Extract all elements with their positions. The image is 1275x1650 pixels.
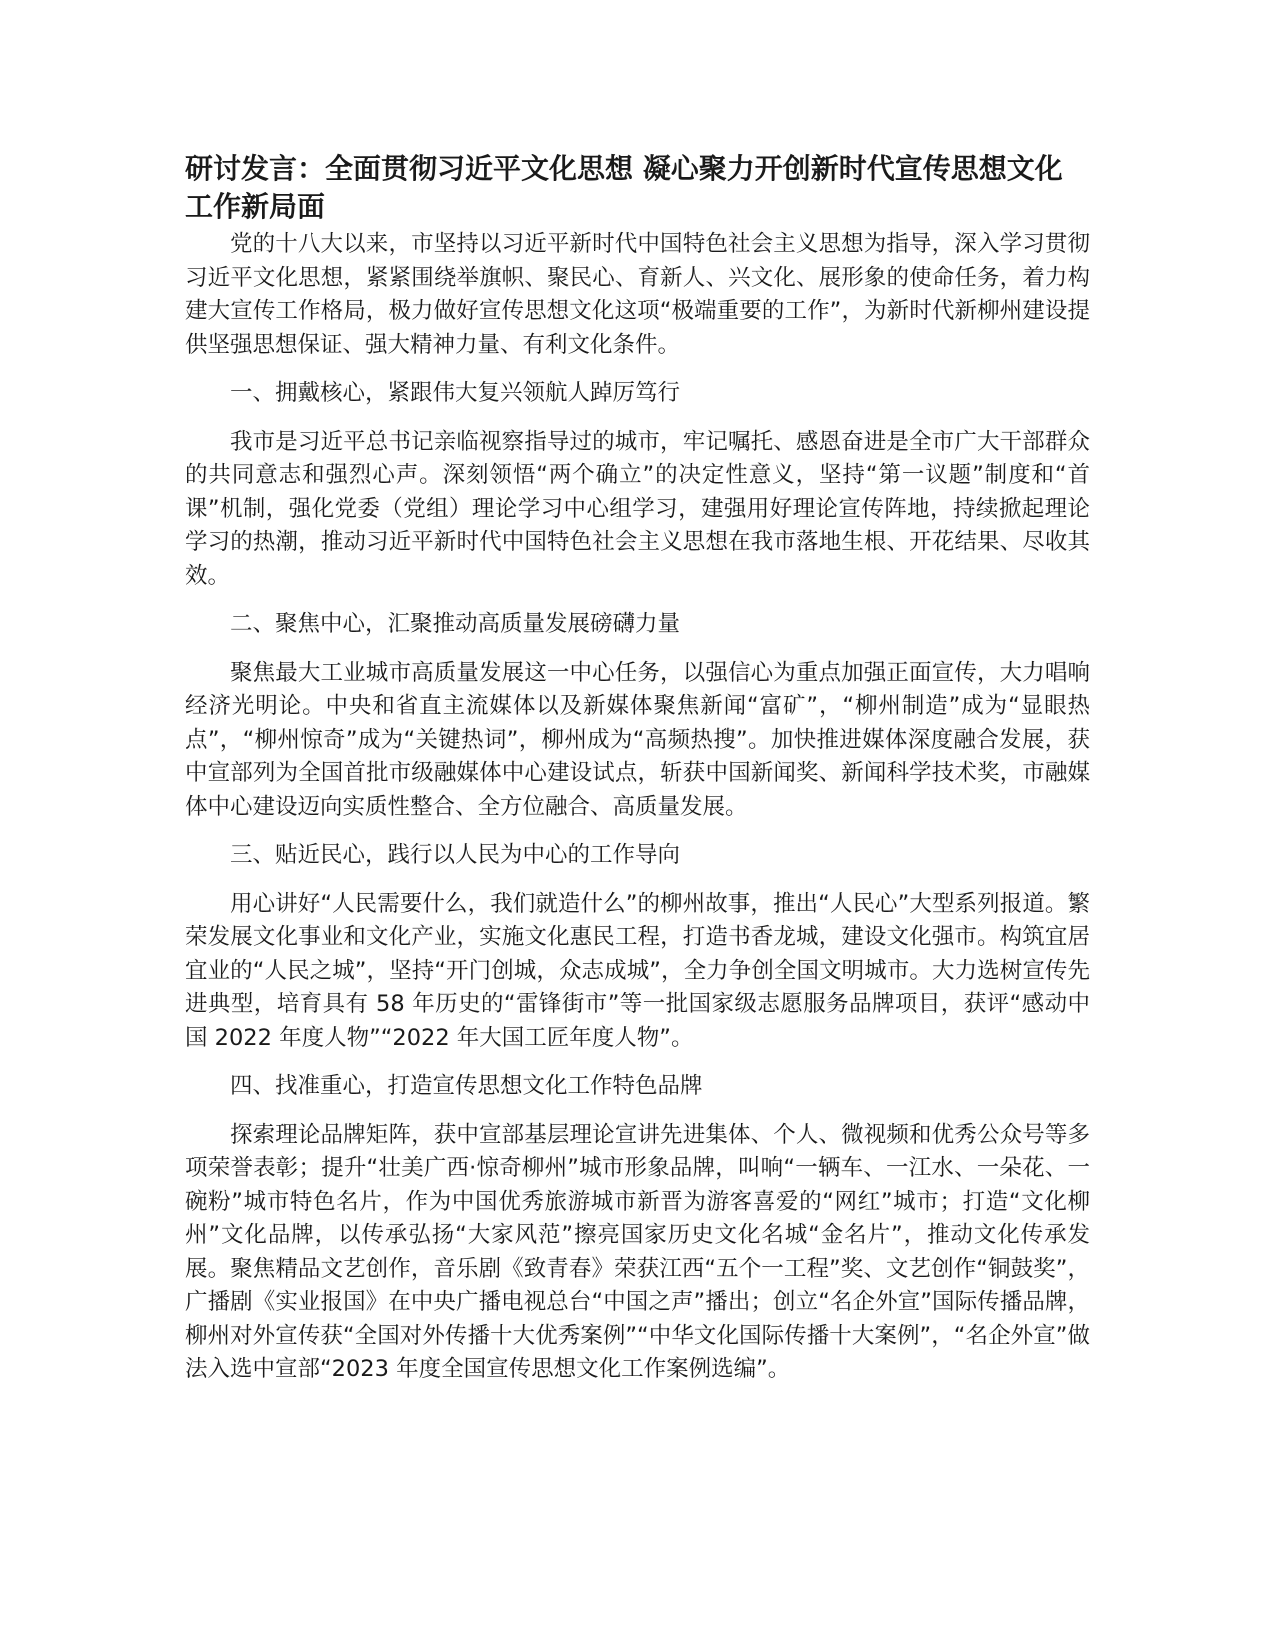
section-1-heading: 一、拥戴核心，紧跟伟大复兴领航人踔厉笃行 xyxy=(230,380,681,406)
document-title: 研讨发言：全面贯彻习近平文化思想 凝心聚力开创新时代宣传思想文化工作新局面 xyxy=(185,152,1063,223)
intro-paragraph: 党的十八大以来，市坚持以习近平新时代中国特色社会主义思想为指导，深入学习贯彻习近平文化思想，紧紧围绕举旗帜、聚民心、育新人、兴文化、展形象的使命任务，着力构建大宣传工作格局，极力做好宣传思想文化这项“极端重要的工作”，为新时代新柳州建设提供坚强思想保证、强大精神力量、有利文化条件。 xyxy=(185,231,1090,358)
paragraph-gap xyxy=(185,1055,1090,1070)
section-1-body: 我市是习近平总书记亲临视察指导过的城市，牢记嘱托、感恩奋进是全市广大干部群众的共同意志和强烈心声。深刻领悟“两个确立”的决定性意义，坚持“第一议题”制度和“首课”机制，强化党委（党组）理论学习中心组学习，建强用好理论宣传阵地，持续掀起理论学习的热潮，推动习近平新时代中国特色社会主义思想在我市落地生根、开花结果、尽收其效。 xyxy=(185,428,1090,589)
document-page xyxy=(185,150,1090,1387)
section-4-body: 探索理论品牌矩阵，获中宣部基层理论宣讲先进集体、个人、微视频和优秀公众号等多项荣誉表彰；提升“壮美广西·惊奇柳州”城市形象品牌，叫响“一辆车、一江水、一朵花、一碗粉”城市特色名片，作为中国优秀旅游城市新晋为游客喜爱的“网红”城市；打造“文化柳州”文化品牌，以传承弘扬“大家风范”擦亮国家历史文化名城“金名片”，推动文化传承发展。聚焦精品文艺创作，音乐剧《致青春》荣获江西“五个一工程”奖、文艺创作“铜鼓奖”，广播剧《实业报国》在中央广播电视总台“中国之声”播出；创立“名企外宣”国际传播品牌，柳州对外宣传获“全国对外传播十大优秀案例”“中华文化国际传播十大案例”，“名企外宣”做法入选中宣部“2023 年度全国宣传思想文化工作案例选编”。 xyxy=(185,1121,1090,1382)
section-2-heading: 二、聚焦中心，汇聚推动高质量发展磅礴力量 xyxy=(230,611,681,637)
paragraph-gap xyxy=(185,411,1090,426)
paragraph-gap xyxy=(185,1104,1090,1119)
paragraph-gap xyxy=(185,593,1090,608)
section-4-heading: 四、找准重心，打造宣传思想文化工作特色品牌 xyxy=(230,1073,703,1099)
paragraph-gap xyxy=(185,824,1090,839)
paragraph-gap xyxy=(185,362,1090,377)
paragraph-gap xyxy=(185,873,1090,888)
section-3-body: 用心讲好“人民需要什么，我们就造什么”的柳州故事，推出“人民心”大型系列报道。繁荣发展文化事业和文化产业，实施文化惠民工程，打造书香龙城，建设文化强市。构筑宜居宜业的“人民之城”，坚持“开门创城，众志成城”，全力争创全国文明城市。大力选树宣传先进典型，培育具有 58 年历史的“雷锋街市”等一批国家级志愿服务品牌项目，获评“感动中国 2022 年度人物”“2022 年大国工匠年度人物”。 xyxy=(185,890,1090,1051)
paragraph-gap xyxy=(185,642,1090,657)
section-2-body: 聚焦最大工业城市高质量发展这一中心任务，以强信心为重点加强正面宣传，大力唱响经济光明论。中央和省直主流媒体以及新媒体聚焦新闻“富矿”，“柳州制造”成为“显眼热点”，“柳州惊奇”成为“关键热词”，柳州成为“高频热搜”。加快推进媒体深度融合发展，获中宣部列为全国首批市级融媒体中心建设试点，斩获中国新闻奖、新闻科学技术奖，市融媒体中心建设迈向实质性整合、全方位融合、高质量发展。 xyxy=(185,659,1090,820)
section-3-heading: 三、贴近民心，践行以人民为中心的工作导向 xyxy=(230,842,681,868)
